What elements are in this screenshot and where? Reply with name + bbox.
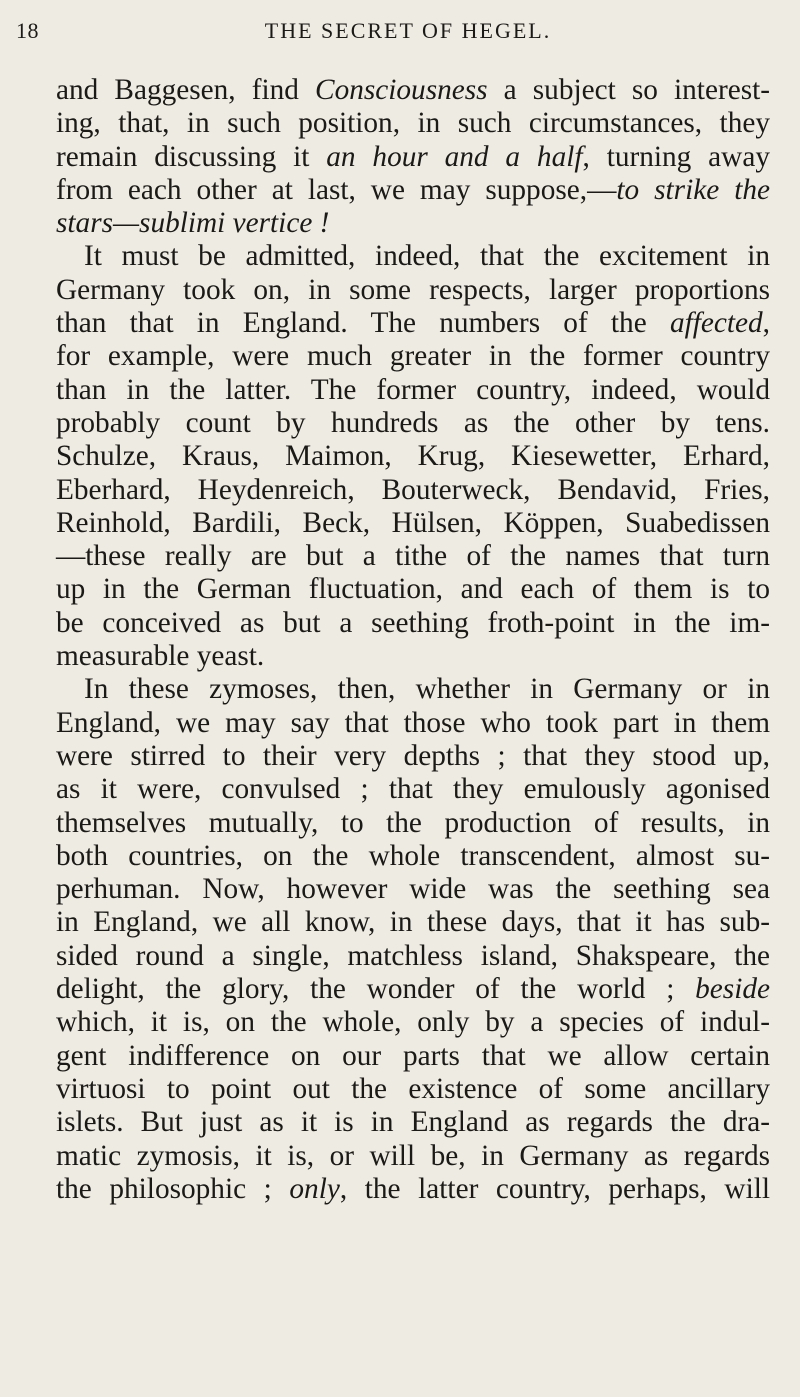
text-run: than in the latter. The former country, indeed, would	[56, 373, 770, 406]
text-run: virtuosi to point out the existence of some ancillary	[56, 1072, 770, 1105]
body-text	[56, 74, 770, 1206]
text-line	[56, 1073, 770, 1106]
text-run: the philosophic ;	[56, 1172, 290, 1205]
text-line	[56, 906, 770, 939]
text-run: ,	[762, 307, 770, 340]
text-line	[56, 607, 770, 640]
text-run: as it were, convulsed ; that they emulously agonised	[56, 773, 770, 806]
text-run: England, we may say that those who took part in them	[56, 706, 770, 739]
text-line	[56, 540, 770, 573]
italic-run: affected	[669, 307, 763, 340]
text-line	[56, 1006, 770, 1039]
text-line	[56, 1040, 770, 1073]
text-run: be conceived as but a seething froth-point in the im-	[56, 606, 770, 639]
text-line	[56, 1140, 770, 1173]
text-run: It must be admitted, indeed, that the excitement in	[84, 240, 770, 273]
text-line	[56, 873, 770, 906]
text-line	[56, 1173, 770, 1206]
italic-run: stars—sublimi vertice !	[56, 207, 330, 240]
text-line	[56, 740, 770, 773]
text-run: probably count by hundreds as the other by tens.	[56, 406, 770, 439]
text-run: ing, that, in such position, in such circumstances, they	[56, 107, 770, 140]
text-line	[56, 573, 770, 606]
text-run: from each other at last, we may suppose,—	[56, 173, 617, 206]
text-line	[56, 474, 770, 507]
text-run: were stirred to their very depths ; that they stood up,	[56, 739, 770, 772]
text-run: matic zymosis, it is, or will be, in Germany as regards	[56, 1139, 770, 1172]
text-line	[56, 240, 770, 273]
text-run: both countries, on the whole transcendent, almost su-	[56, 839, 770, 872]
italic-run: beside	[695, 973, 770, 1006]
text-run: delight, the glory, the wonder of the world ;	[56, 973, 696, 1006]
text-run: Reinhold, Bardili, Beck, Hülsen, Köppen, Suabedissen	[56, 506, 770, 539]
text-line	[56, 973, 770, 1006]
text-line	[56, 307, 770, 340]
text-line	[56, 407, 770, 440]
text-run: —these really are but a tithe of the names that turn	[56, 540, 770, 573]
text-run: , the latter country, perhaps, will	[339, 1172, 771, 1205]
text-line	[56, 640, 770, 673]
italic-run: Consciousness	[315, 74, 488, 106]
text-run: perhuman. Now, however wide was the seething sea	[56, 873, 770, 906]
text-run: sided round a single, matchless island, Shakspeare, the	[56, 939, 770, 972]
text-run: a subject so interest-	[487, 74, 771, 106]
text-line	[56, 107, 770, 140]
text-line	[56, 340, 770, 373]
text-run: up in the German fluctuation, and each of them is to	[56, 573, 770, 606]
text-run: islets. But just as it is in England as regards the dra-	[56, 1106, 770, 1139]
text-run: and Baggesen, find	[56, 74, 316, 106]
text-line	[56, 174, 770, 207]
text-run: gent indifference on our parts that we allow certain	[56, 1039, 770, 1072]
text-run: Schulze, Kraus, Maimon, Krug, Kiesewetter, Erhard,	[56, 440, 770, 473]
text-run: Eberhard, Heydenreich, Bouterweck, Bendavid, Fries,	[56, 473, 770, 506]
text-line	[56, 673, 770, 706]
text-line	[56, 274, 770, 307]
running-head: THE SECRET OF HEGEL.	[264, 18, 552, 43]
text-run: Germany took on, in some respects, larger proportions	[56, 273, 770, 306]
text-line	[56, 507, 770, 540]
text-run: , turning away	[582, 140, 770, 173]
text-line	[56, 141, 770, 174]
italic-run: an hour and a half	[326, 140, 583, 173]
text-line	[56, 440, 770, 473]
text-line	[56, 1106, 770, 1139]
text-run: for example, were much greater in the former country	[56, 340, 770, 373]
text-line	[56, 940, 770, 973]
italic-run: to strike the	[616, 173, 770, 206]
text-run: in England, we all know, in these days, that it has sub-	[56, 906, 770, 939]
text-line	[56, 840, 770, 873]
text-run: than that in England. The numbers of the	[56, 307, 670, 340]
text-line	[56, 707, 770, 740]
page-number: 18	[16, 18, 39, 43]
text-run: In these zymoses, then, whether in Germany or in	[84, 673, 770, 706]
text-run: remain discussing it	[56, 140, 327, 173]
text-run: measurable yeast.	[56, 640, 265, 673]
text-line	[56, 207, 770, 240]
italic-run: only	[289, 1172, 340, 1205]
text-line	[56, 807, 770, 840]
text-line	[56, 374, 770, 407]
text-run: themselves mutually, to the production of results, in	[56, 806, 770, 839]
text-run: which, it is, on the whole, only by a species of indul-	[56, 1006, 770, 1039]
text-line	[56, 773, 770, 806]
page-header	[16, 18, 780, 58]
text-line	[56, 74, 770, 107]
